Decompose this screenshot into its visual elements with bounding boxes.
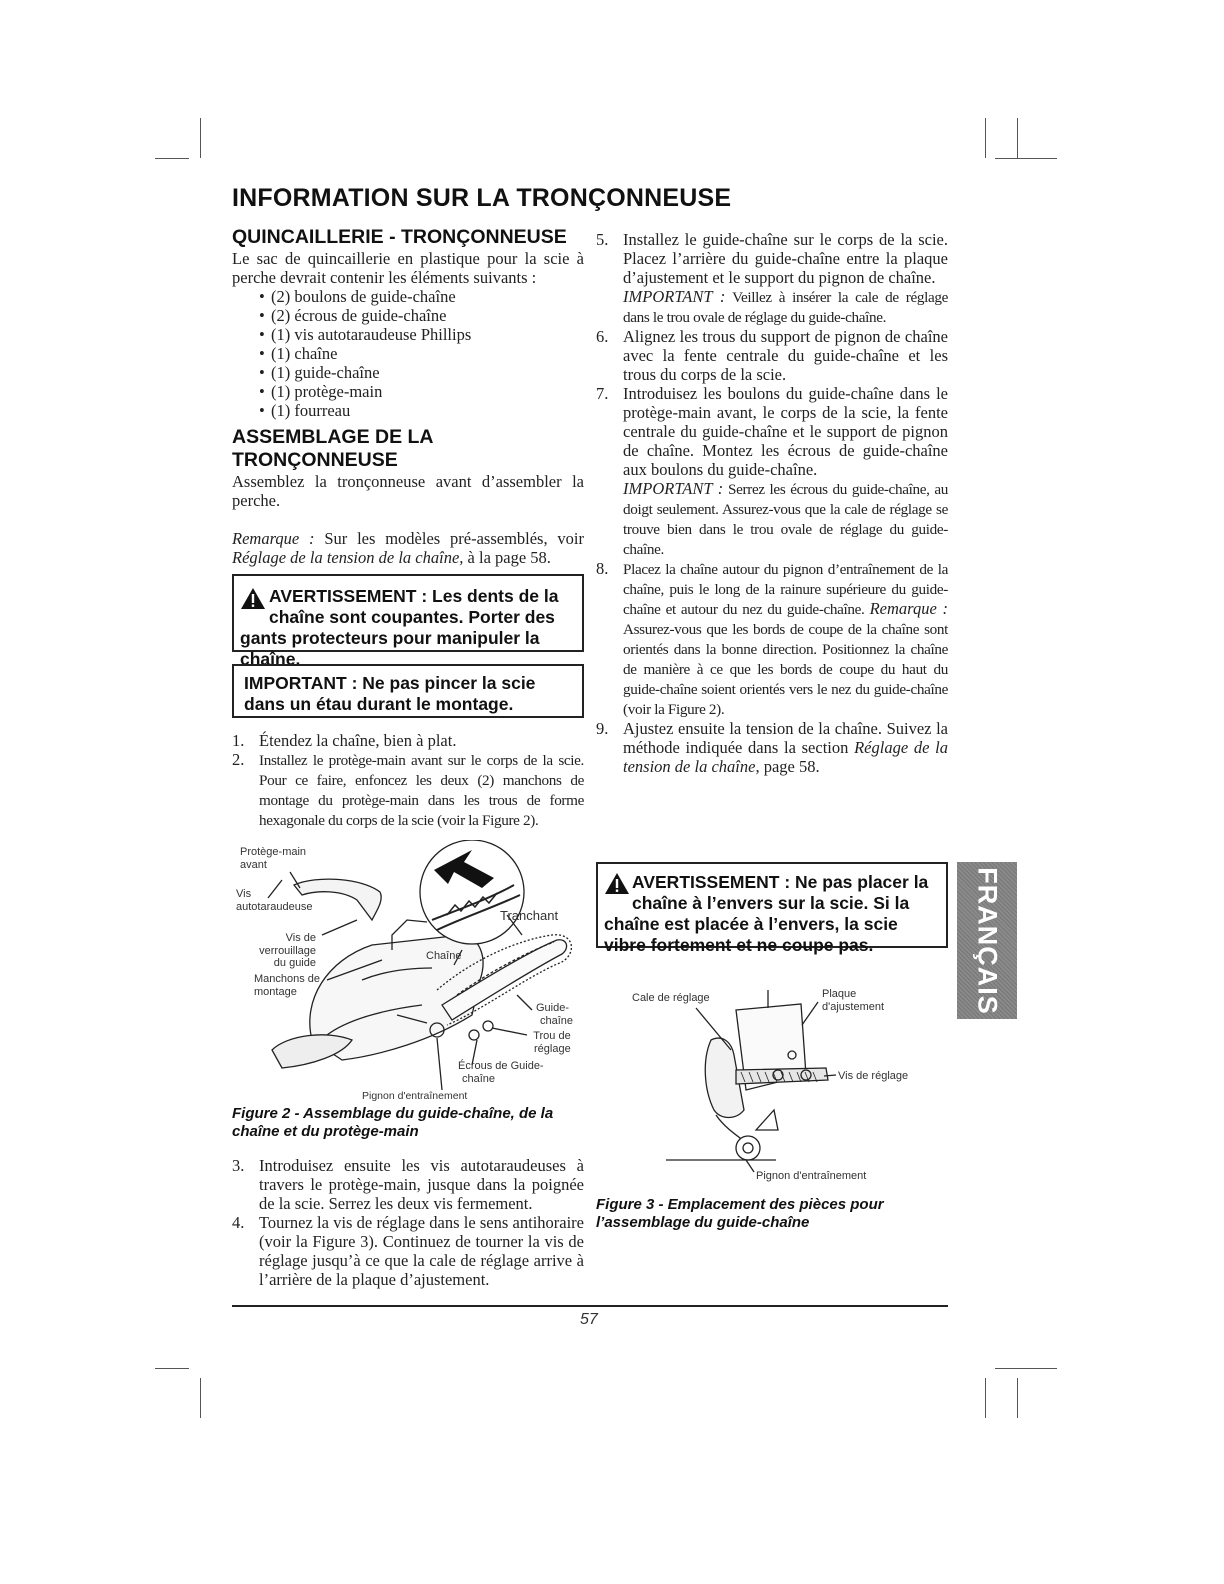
section-heading-quincaillerie: QUINCAILLERIE - TRONÇONNEUSE [232,226,567,248]
step-text: Introduisez ensuite les vis autotaraudeuses à travers le protège-main, jusque dans la poignée de la scie. Serrez les deux vis fermement. [259,1156,584,1213]
warning-triangle-icon [240,587,266,610]
list-item: • (1) vis autotaraudeuse Phillips [259,325,584,344]
figure-3-caption: Figure 3 - Emplacement des pièces pour l’assemblage du guide-chaîne [596,1196,884,1231]
steps-list-bottom [232,1156,584,1289]
heading-line: ASSEMBLAGE DE LA [232,426,434,448]
warning-text: AVERTISSEMENT : Ne pas placer la chaîne à l’envers sur la scie. Si la chaîne est placée à l’envers, la scie vibre fortement et ne coupe pas. [604,872,929,955]
page-title: INFORMATION SUR LA TRONÇONNEUSE [232,184,732,212]
crop-mark [155,158,189,159]
label-text: chaîne [540,1014,574,1027]
crop-mark [155,1368,189,1369]
figure-label: Pignon d'entraînement [362,1090,468,1102]
crop-mark [985,118,986,158]
list-item: • (1) guide-chaîne [259,363,584,382]
list-item [232,750,584,830]
label-text: réglage [534,1042,571,1055]
label-text: Écrous de Guide- [458,1060,544,1072]
figure-label [256,932,316,970]
label-text: chaîne [462,1072,496,1085]
label-text: Guide- [536,1002,570,1014]
quincaillerie-intro: Le sac de quincaillerie en plastique pour la scie à perche devrait contenir les éléments suivants : [232,249,584,287]
step-number: 9. [596,719,609,738]
list-item: • (2) boulons de guide-chaîne [259,287,584,306]
figure-label [236,888,312,913]
list-item [596,559,948,719]
step-number: 1. [232,731,245,750]
figure-label: Pignon d'entraînement [756,1170,867,1182]
assemblage-intro: Assemblez la tronçonneuse avant d’assembler la perche. [232,472,584,510]
important-box [232,664,584,718]
figure-label [536,1002,573,1027]
page-number: 57 [580,1311,598,1328]
figure-label [528,1030,571,1055]
note-label: IMPORTANT : [623,479,724,498]
step-text: Étendez la chaîne, bien à plat. [259,731,457,750]
warning-box [232,574,584,669]
warning-box [596,862,948,955]
list-item: • (1) protège-main [259,382,584,401]
note-label: IMPORTANT : [623,287,726,306]
crop-mark [200,118,201,158]
figure-2 [232,840,584,1102]
label-text: Plaque [822,988,857,1000]
label-text: Manchons de [254,973,321,985]
crop-mark [995,158,1057,159]
crop-mark [985,1378,986,1418]
list-item: • (1) chaîne [259,344,584,363]
list-item [232,1156,584,1213]
step-text: Introduisez les boulons du guide-chaîne dans le protège-main avant, le corps de la scie, la fente centrale du guide-chaîne et le support de pignon de chaîne. Montez les écrous de guide-chaîne aux boulons du guide-chaîne. [623,384,948,479]
label-text: Vis de [285,932,316,944]
crop-mark [995,1368,1057,1369]
step-text: , page 58. [755,757,820,776]
note-text: Veillez à insérer la cale de réglage dans le trou ovale de réglage du guide-chaîne. [623,289,948,326]
warning-triangle-icon [604,872,630,895]
label-text: Vis [236,888,252,900]
important-text: IMPORTANT : Ne pas pincer la scie dans un étau durant le montage. [244,673,536,714]
figure-3 [596,980,948,1185]
section-quincaillerie [232,226,584,567]
label-text: Trou de [533,1030,571,1042]
crop-mark [1017,118,1018,158]
warning-text: AVERTISSEMENT : Les dents de la chaîne sont coupantes. Porter des gants protecteurs pour manipuler la chaîne. [240,586,559,669]
step-text: Alignez les trous du support de pignon de chaîne avec la fente centrale du guide-chaîne et les trous du corps de la scie. [623,327,948,384]
step-number: 2. [232,750,245,769]
figure-label [822,988,884,1013]
step-text: Tournez la vis de réglage dans le sens antihoraire (voir la Figure 3). Continuez de tourner la vis de réglage jusqu’à ce que la cale de réglage arrive à l’arrière de la plaque d’ajustement. [259,1213,584,1289]
figure-label: Chaîne [426,950,462,962]
label-text: du guide [273,957,316,969]
figure-label [458,1060,544,1085]
figure-label [240,846,306,871]
step-text: Assurez-vous que les bords de coupe de la chaîne sont orientés dans la bonne direction. Positionnez la chaîne de manière à ce que les bords de coupe du haut du guide-chaîne soient orientés vers le nez du guide-chaîne (voir la Figure 2). [623,621,948,718]
figure-label [254,973,320,998]
note-text: Serrez les écrous du guide-chaîne, au doigt seulement. Assurez-vous que la cale de réglage se trouve bien dans le trou ovale de réglage du guide-chaîne. [623,481,948,558]
list-item: • (2) écrous de guide-chaîne [259,306,584,325]
step-text: Ajustez ensuite la tension de la chaîne. Suivez la méthode indiquée dans la section [623,719,948,757]
list-item [596,230,948,327]
step-text: Installez le protège-main avant sur le corps de la scie. Pour ce faire, enfoncez les deux (2) manchons de montage du protège-main dans les trous de forme hexagonale du corps de la scie (voir la Figure 2). [259,752,584,829]
step-number: 8. [596,559,609,578]
crop-mark [1017,1378,1018,1418]
list-item [596,719,948,776]
step-number: 5. [596,230,609,249]
label-text: verrouillage [259,944,316,957]
label-text: d'ajustement [822,1000,885,1013]
note-text: à la page 58. [463,548,551,567]
list-item [596,327,948,384]
figure-label: Vis de réglage [838,1070,909,1082]
language-side-tab [957,862,1017,1019]
label-text: montage [254,985,297,998]
list-item: • (1) fourreau [259,401,584,420]
assemblage-note [232,529,584,567]
list-item [596,384,948,559]
list-item [232,731,584,750]
section-heading-assemblage [232,426,584,472]
cross-reference: Réglage de la tension de la chaîne, [232,548,464,567]
step-number: 7. [596,384,609,403]
heading-line: TRONÇONNEUSE [232,449,398,471]
steps-list-top [232,731,584,830]
step-text: Installez le guide-chaîne sur le corps de la scie. Placez l’arrière du guide-chaîne entre la plaque d’ajustement et le support du pignon de chaîne. [623,230,948,287]
crop-mark [200,1378,201,1418]
note-label: Remarque : [232,529,315,548]
guide-bar-adjuster-illustration [596,980,948,1185]
figure-label: Tranchant [500,908,559,923]
step-number: 4. [232,1213,245,1232]
note-label: Remarque : [869,599,948,618]
label-text: avant [240,858,267,871]
steps-list-right [596,230,948,776]
language-tab-label: FRANÇAIS [972,866,1003,1015]
hardware-list [232,287,584,420]
list-item [232,1213,584,1289]
figure-label: Cale de réglage [632,992,710,1004]
note-text: Sur les modèles pré-assemblés, voir [314,529,584,548]
step-number: 3. [232,1156,245,1175]
label-text: autotaraudeuse [236,900,313,913]
step-text: Placez la chaîne autour du pignon d’entraînement de la chaîne, puis le long de la rainure supérieure du guide-chaîne et autour du nez du guide-chaîne. [623,561,948,618]
cross-reference: Réglage de la tension de la chaîne [623,738,948,776]
figure-2-caption: Figure 2 - Assemblage du guide-chaîne, de la chaîne et du protège-main [232,1105,554,1140]
step-number: 6. [596,327,609,346]
footer-rule [232,1305,948,1307]
label-text: Protège-main [240,846,307,858]
